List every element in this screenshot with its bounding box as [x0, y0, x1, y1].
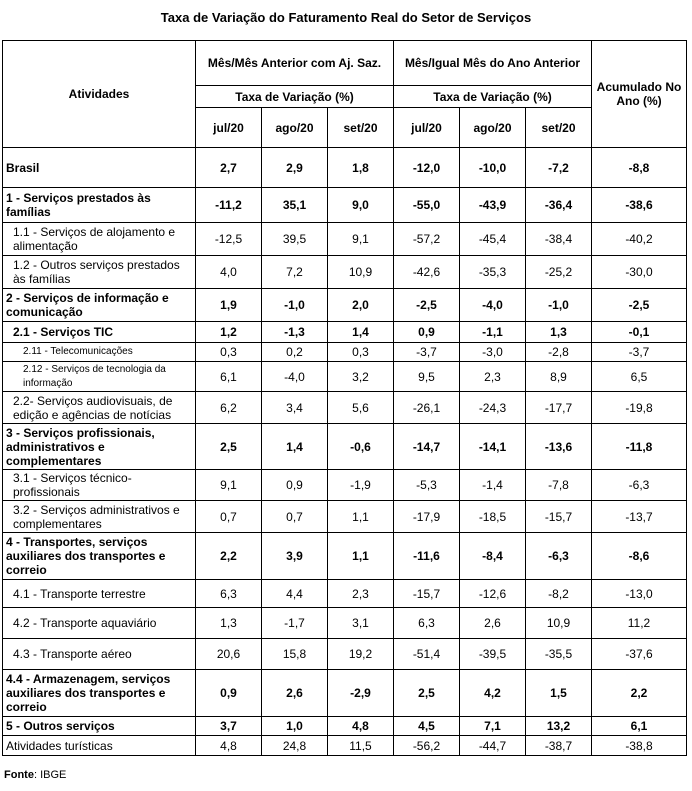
cell-value: 1,4 — [262, 424, 328, 470]
cell-value: -6,3 — [592, 470, 687, 501]
cell-value: -8,2 — [526, 580, 592, 608]
cell-value: 4,8 — [328, 717, 394, 736]
row-label: 3.2 - Serviços administrativos e complementares — [3, 501, 196, 533]
cell-value: -30,0 — [592, 256, 687, 289]
cell-value: -12,5 — [196, 223, 262, 256]
services-table — [2, 40, 687, 756]
cell-value: 1,3 — [196, 608, 262, 639]
table-row — [3, 188, 687, 223]
table-row — [3, 533, 687, 580]
table-row — [3, 256, 687, 289]
row-label: 1.2 - Outros serviços prestados às famílias — [3, 256, 196, 289]
table-row — [3, 392, 687, 424]
cell-value: -0,1 — [592, 322, 687, 343]
cell-value: 2,3 — [460, 362, 526, 392]
cell-value: -6,3 — [526, 533, 592, 580]
cell-value: 39,5 — [262, 223, 328, 256]
cell-value: 4,0 — [196, 256, 262, 289]
cell-value: 2,0 — [328, 289, 394, 322]
cell-value: 3,2 — [328, 362, 394, 392]
cell-value: -7,8 — [526, 470, 592, 501]
cell-value: -18,5 — [460, 501, 526, 533]
cell-value: -8,6 — [592, 533, 687, 580]
cell-value: 1,9 — [196, 289, 262, 322]
table-row — [3, 639, 687, 670]
cell-value: 15,8 — [262, 639, 328, 670]
header-activities: Atividades — [3, 41, 196, 148]
cell-value: -38,8 — [592, 736, 687, 756]
cell-value: -38,7 — [526, 736, 592, 756]
cell-value: -55,0 — [394, 188, 460, 223]
row-label: 2 - Serviços de informação e comunicação — [3, 289, 196, 322]
header-rate-1: Taxa de Variação (%) — [196, 86, 394, 108]
row-label: 2.1 - Serviços TIC — [3, 322, 196, 343]
row-label: 2.11 - Telecomunicações — [3, 343, 196, 362]
cell-value: -15,7 — [526, 501, 592, 533]
cell-value: -38,4 — [526, 223, 592, 256]
cell-value: -19,8 — [592, 392, 687, 424]
row-label: 1 - Serviços prestados às famílias — [3, 188, 196, 223]
header-cumulative: Acumulado No Ano (%) — [592, 41, 687, 148]
cell-value: -13,6 — [526, 424, 592, 470]
cell-value: -56,2 — [394, 736, 460, 756]
cell-value: 20,6 — [196, 639, 262, 670]
cell-value: -11,2 — [196, 188, 262, 223]
cell-value: -13,7 — [592, 501, 687, 533]
cell-value: 6,3 — [196, 580, 262, 608]
cell-value: 4,5 — [394, 717, 460, 736]
header-month: set/20 — [328, 108, 394, 148]
cell-value: 2,7 — [196, 148, 262, 188]
cell-value: 5,6 — [328, 392, 394, 424]
header-month: ago/20 — [262, 108, 328, 148]
table-row — [3, 424, 687, 470]
cell-value: -11,6 — [394, 533, 460, 580]
cell-value: -11,8 — [592, 424, 687, 470]
source-label: Fonte — [4, 769, 34, 781]
cell-value: -3,7 — [592, 343, 687, 362]
table-row — [3, 736, 687, 756]
cell-value: 19,2 — [328, 639, 394, 670]
cell-value: -39,5 — [460, 639, 526, 670]
table-row — [3, 322, 687, 343]
cell-value: 2,3 — [328, 580, 394, 608]
cell-value: 1,3 — [526, 322, 592, 343]
cell-value: -36,4 — [526, 188, 592, 223]
table-row — [3, 148, 687, 188]
cell-value: 6,1 — [196, 362, 262, 392]
cell-value: -17,7 — [526, 392, 592, 424]
cell-value: -1,9 — [328, 470, 394, 501]
cell-value: 0,3 — [196, 343, 262, 362]
cell-value: -8,8 — [592, 148, 687, 188]
row-label: 3.1 - Serviços técnico-profissionais — [3, 470, 196, 501]
cell-value: 2,9 — [262, 148, 328, 188]
cell-value: 10,9 — [328, 256, 394, 289]
cell-value: -5,3 — [394, 470, 460, 501]
cell-value: -10,0 — [460, 148, 526, 188]
cell-value: -35,5 — [526, 639, 592, 670]
cell-value: 3,1 — [328, 608, 394, 639]
cell-value: -3,7 — [394, 343, 460, 362]
cell-value: -3,0 — [460, 343, 526, 362]
cell-value: -14,7 — [394, 424, 460, 470]
cell-value: 4,2 — [460, 670, 526, 717]
cell-value: -24,3 — [460, 392, 526, 424]
cell-value: 24,8 — [262, 736, 328, 756]
cell-value: -44,7 — [460, 736, 526, 756]
cell-value: 4,8 — [196, 736, 262, 756]
cell-value: 2,6 — [262, 670, 328, 717]
cell-value: 10,9 — [526, 608, 592, 639]
cell-value: -42,6 — [394, 256, 460, 289]
cell-value: -1,4 — [460, 470, 526, 501]
cell-value: -57,2 — [394, 223, 460, 256]
cell-value: -4,0 — [262, 362, 328, 392]
cell-value: 3,7 — [196, 717, 262, 736]
header-month: ago/20 — [460, 108, 526, 148]
cell-value: 0,3 — [328, 343, 394, 362]
table-body — [3, 148, 687, 756]
cell-value: -7,2 — [526, 148, 592, 188]
cell-value: -2,5 — [592, 289, 687, 322]
cell-value: 0,2 — [262, 343, 328, 362]
cell-value: 6,2 — [196, 392, 262, 424]
cell-value: -43,9 — [460, 188, 526, 223]
cell-value: -40,2 — [592, 223, 687, 256]
cell-value: -37,6 — [592, 639, 687, 670]
cell-value: 1,0 — [262, 717, 328, 736]
row-label: Atividades turísticas — [3, 736, 196, 756]
cell-value: 9,1 — [328, 223, 394, 256]
cell-value: -2,5 — [394, 289, 460, 322]
cell-value: 1,1 — [328, 533, 394, 580]
cell-value: -8,4 — [460, 533, 526, 580]
cell-value: 2,2 — [196, 533, 262, 580]
cell-value: -1,0 — [526, 289, 592, 322]
row-label: 4.4 - Armazenagem, serviços auxiliares dos transportes e correio — [3, 670, 196, 717]
cell-value: 4,4 — [262, 580, 328, 608]
cell-value: 1,2 — [196, 322, 262, 343]
cell-value: -2,8 — [526, 343, 592, 362]
table-row — [3, 223, 687, 256]
cell-value: 3,4 — [262, 392, 328, 424]
cell-value: 7,2 — [262, 256, 328, 289]
cell-value: -13,0 — [592, 580, 687, 608]
header-month: jul/20 — [196, 108, 262, 148]
table-row — [3, 608, 687, 639]
cell-value: 2,2 — [592, 670, 687, 717]
cell-value: 7,1 — [460, 717, 526, 736]
cell-value: 2,5 — [196, 424, 262, 470]
row-label: 4.2 - Transporte aquaviário — [3, 608, 196, 639]
table-row — [3, 470, 687, 501]
cell-value: -12,0 — [394, 148, 460, 188]
row-label: Brasil — [3, 148, 196, 188]
cell-value: -51,4 — [394, 639, 460, 670]
row-label: 2.2- Serviços audiovisuais, de edição e agências de notícias — [3, 392, 196, 424]
cell-value: -0,6 — [328, 424, 394, 470]
table-row — [3, 362, 687, 392]
cell-value: 1,8 — [328, 148, 394, 188]
cell-value: 6,1 — [592, 717, 687, 736]
cell-value: 2,6 — [460, 608, 526, 639]
cell-value: -1,0 — [262, 289, 328, 322]
cell-value: 13,2 — [526, 717, 592, 736]
row-label: 4 - Transportes, serviços auxiliares dos transportes e correio — [3, 533, 196, 580]
cell-value: 0,9 — [394, 322, 460, 343]
table-row — [3, 580, 687, 608]
cell-value: -35,3 — [460, 256, 526, 289]
cell-value: 8,9 — [526, 362, 592, 392]
table-row — [3, 717, 687, 736]
cell-value: 3,9 — [262, 533, 328, 580]
cell-value: 6,5 — [592, 362, 687, 392]
cell-value: -1,1 — [460, 322, 526, 343]
cell-value: 35,1 — [262, 188, 328, 223]
row-label: 4.1 - Transporte terrestre — [3, 580, 196, 608]
cell-value: 6,3 — [394, 608, 460, 639]
cell-value: 2,5 — [394, 670, 460, 717]
cell-value: -15,7 — [394, 580, 460, 608]
source-note — [4, 769, 66, 781]
header-group-month-prev: Mês/Mês Anterior com Aj. Saz. — [196, 41, 394, 86]
cell-value: 0,7 — [196, 501, 262, 533]
table-row — [3, 343, 687, 362]
cell-value: 0,9 — [196, 670, 262, 717]
header-month: set/20 — [526, 108, 592, 148]
cell-value: 9,1 — [196, 470, 262, 501]
cell-value: -17,9 — [394, 501, 460, 533]
table-title: Taxa de Variação do Faturamento Real do Setor de Serviços — [160, 10, 532, 25]
cell-value: -1,3 — [262, 322, 328, 343]
cell-value: -1,7 — [262, 608, 328, 639]
cell-value: 1,1 — [328, 501, 394, 533]
header-group-year-prev: Mês/Igual Mês do Ano Anterior — [394, 41, 592, 86]
cell-value: 1,5 — [526, 670, 592, 717]
header-month: jul/20 — [394, 108, 460, 148]
cell-value: -4,0 — [460, 289, 526, 322]
cell-value: 9,0 — [328, 188, 394, 223]
source-value: : IBGE — [33, 769, 67, 781]
header-rate-2: Taxa de Variação (%) — [394, 86, 592, 108]
cell-value: 1,4 — [328, 322, 394, 343]
cell-value: 11,2 — [592, 608, 687, 639]
cell-value: 11,5 — [328, 736, 394, 756]
cell-value: -14,1 — [460, 424, 526, 470]
row-label: 5 - Outros serviços — [3, 717, 196, 736]
cell-value: -2,9 — [328, 670, 394, 717]
cell-value: -45,4 — [460, 223, 526, 256]
row-label: 2.12 - Serviços de tecnologia da informação — [3, 362, 196, 392]
cell-value: -26,1 — [394, 392, 460, 424]
cell-value: 0,7 — [262, 501, 328, 533]
cell-value: -12,6 — [460, 580, 526, 608]
row-label: 4.3 - Transporte aéreo — [3, 639, 196, 670]
cell-value: -38,6 — [592, 188, 687, 223]
cell-value: 9,5 — [394, 362, 460, 392]
table-row — [3, 289, 687, 322]
table-row — [3, 501, 687, 533]
row-label: 3 - Serviços profissionais, administrativos e complementares — [3, 424, 196, 470]
row-label: 1.1 - Serviços de alojamento e alimentação — [3, 223, 196, 256]
cell-value: 0,9 — [262, 470, 328, 501]
cell-value: -25,2 — [526, 256, 592, 289]
table-row — [3, 670, 687, 717]
